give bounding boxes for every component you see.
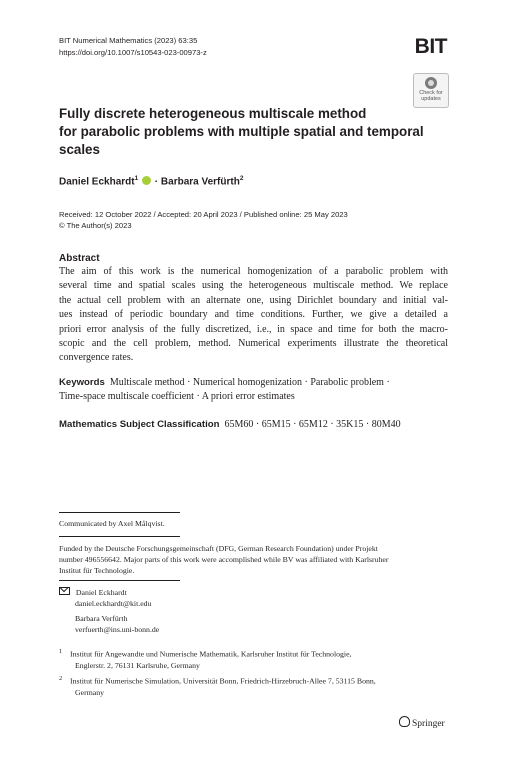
funding-line: Institut für Technologie.	[59, 566, 135, 575]
affiliation-text: Germany	[75, 687, 105, 697]
keywords-text: Multiscale method · Numerical homogenization · Parabolic problem ·	[109, 377, 390, 388]
contact-email[interactable]: verfuerth@ins.uni-bonn.de	[75, 625, 160, 634]
keywords-block	[59, 376, 448, 405]
title-line: Fully discrete heterogeneous multiscale method	[59, 106, 367, 121]
copyright: © The Author(s) 2023	[59, 221, 132, 230]
contact-email[interactable]: daniel.eckhardt@kit.edu	[75, 599, 152, 608]
abstract-line: priori error analysis of the fully discretized, i.e., in space and time for both the macro-	[59, 323, 448, 335]
msc-codes: 65M60 · 65M15 · 65M12 · 35K15 · 80M40	[224, 419, 401, 430]
publication-dates	[59, 209, 348, 231]
journal-citation: BIT Numerical Mathematics (2023) 63:35	[59, 36, 198, 45]
affiliation-number: 1	[59, 648, 63, 655]
check-for-updates-badge[interactable]	[413, 73, 449, 108]
affiliation-2	[59, 673, 449, 698]
footnote-divider	[59, 580, 180, 581]
funding-line: number 496556642. Major parts of this work were accomplished while BV was affiliated with Karlsruher	[59, 555, 389, 564]
badge-text-line1: Check for	[419, 90, 443, 96]
abstract-line: several time and spatial scales using the heterogeneous multiscale method. We replace	[59, 280, 448, 292]
footnote-divider	[59, 512, 180, 513]
author-separator: ·	[154, 176, 159, 188]
abstract-line: convergence rates.	[59, 352, 134, 364]
affiliation-1	[59, 646, 449, 671]
communicated-by: Communicated by Axel Målqvist.	[59, 519, 165, 528]
funding-line: Funded by the Deutsche Forschungsgemeinschaft (DFG, German Research Foundation) under Projekt	[59, 544, 378, 553]
title-line: for parabolic problems with multiple spatial and temporal	[59, 124, 424, 139]
title-line: scales	[59, 142, 100, 157]
envelope-icon[interactable]	[59, 587, 70, 595]
publisher-logo	[399, 716, 445, 729]
abstract-line: ues instead of periodic boundary and time conditions. Further, we give a detailed a	[59, 309, 448, 321]
keywords-heading: Keywords	[59, 377, 105, 388]
doi-link[interactable]: https://doi.org/10.1007/s10543-023-00973-z	[59, 48, 207, 57]
author-name[interactable]: Barbara Verfürth	[160, 176, 240, 188]
footnote-divider	[59, 536, 180, 537]
history-dates: Received: 12 October 2022 / Accepted: 20 April 2023 / Published online: 25 May 2023	[59, 210, 348, 219]
publisher-name: Springer	[412, 719, 445, 729]
affiliation-marker: 1	[134, 175, 139, 182]
abstract-line: scopic and the cell problem, method. Numerical experiments illustrate the theoretical	[59, 338, 448, 350]
corresponding-contacts	[59, 587, 449, 635]
orcid-icon[interactable]	[142, 176, 151, 185]
abstract-line: the actual cell problem with an alternate one, using Dirichlet boundary and initial val-	[59, 294, 448, 306]
abstract-heading: Abstract	[59, 253, 100, 264]
contact-name: Daniel Eckhardt	[75, 588, 127, 597]
msc-heading: Mathematics Subject Classification	[59, 419, 220, 430]
author-name[interactable]: Daniel Eckhardt	[59, 176, 135, 188]
springer-horse-icon	[399, 716, 410, 727]
affiliation-text: Englerstr. 2, 76131 Karlsruhe, Germany	[75, 660, 200, 670]
msc-block	[59, 419, 401, 430]
contact-name: Barbara Verfürth	[75, 614, 128, 623]
paper-title	[59, 105, 439, 159]
funding-note	[59, 543, 449, 576]
abstract-line: The aim of this work is the numerical homogenization of a parabolic problem with	[59, 266, 448, 277]
affiliation-text: Institut für Angewandte und Numerische Mathematik, Karlsruher Institut für Technologie,	[70, 649, 352, 659]
abstract-text	[59, 265, 448, 366]
affiliation-text: Institut für Numerische Simulation, Universität Bonn, Friedrich-Hirzebruch-Allee 7, 53115 Bonn,	[70, 676, 376, 686]
affiliation-number: 2	[59, 675, 63, 682]
journal-logo: BIT	[414, 35, 447, 58]
badge-text-line2: updates	[421, 96, 441, 102]
author-list	[59, 175, 243, 187]
affiliation-marker: 2	[239, 175, 244, 182]
check-updates-icon	[425, 77, 437, 89]
keywords-text: Time-space multiscale coefficient · A priori error estimates	[59, 391, 295, 403]
